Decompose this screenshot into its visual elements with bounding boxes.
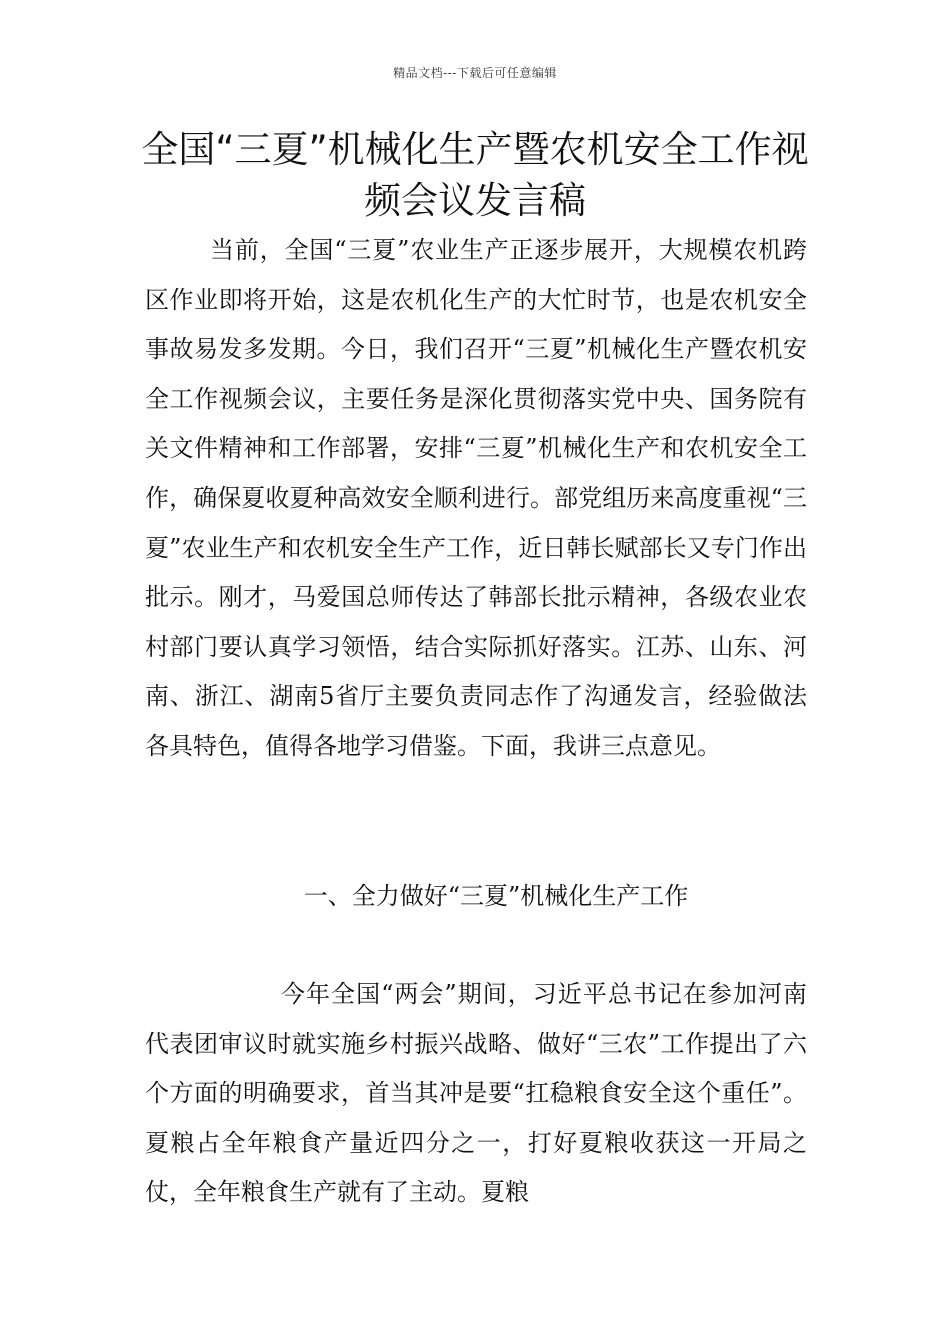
document-title: 全国“三夏”机械化生产暨农机安全工作视频会议发言稿	[141, 128, 809, 222]
header-note: 精品文档---下载后可任意编辑	[393, 66, 557, 80]
section-heading: 一、全力做好“三夏”机械化生产工作	[303, 882, 689, 910]
paragraph-intro: 当前，全国“三夏”农业生产正逐步展开，大规模农机跨区作业即将开始，这是农机化生产的大忙时节，也是农机安全事故易发多发期。今日，我们召开“三夏”机械化生产暨农机安全工作视频会议，主要任务是深化贯彻落实党中央、国务院有关文件精神和工作部署，安排“三夏”机械化生产和农机安全工作，确保夏收夏种高效安全顺利进行。部党组历来高度重视“三夏”农业生产和农机安全生产工作，近日韩长赋部长又专门作出批示。刚才，马爱国总师传达了韩部长批示精神，各级农业农村部门要认真学习领悟，结合实际抓好落实。江苏、山东、河南、浙江、湖南5省厅主要负责同志作了沟通发言，经验做法各具特色，值得各地学习借鉴。下面，我讲三点意见。	[145, 236, 807, 760]
paragraph-section-1: 今年全国“两会”期间，习近平总书记在参加河南代表团审议时就实施乡村振兴战略、做好“三农”工作提出了六个方面的明确要求，首当其冲是要“扛稳粮食安全这个重任”。夏粮占全年粮食产量近四分之一，打好夏粮收获这一开局之仗，全年粮食生产就有了主动。夏粮	[145, 980, 807, 1207]
